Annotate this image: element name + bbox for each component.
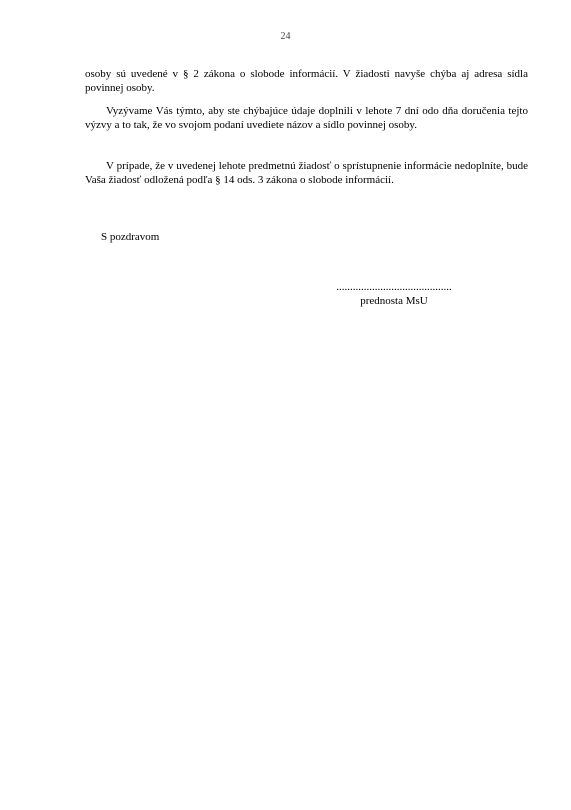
signatory-title: prednosta MsU bbox=[360, 295, 428, 307]
closing-greeting: S pozdravom bbox=[101, 231, 160, 243]
paragraph-missing-address: osoby sú uvedené v § 2 zákona o slobode informácií. V žiadosti navyše chýba aj adresa sídla povinnej osoby. bbox=[85, 68, 528, 94]
paragraph-dismissal-warning: V prípade, že v uvedenej lehote predmetnú žiadosť o sprístupnenie informácie nedoplníte, bude Vaša žiadosť odložená podľa § 14 ods. 3 zákona o slobode informácií. bbox=[85, 160, 528, 186]
page-number: 24 bbox=[280, 31, 291, 42]
signature-line: .......................................... bbox=[336, 281, 452, 293]
signature-block bbox=[330, 281, 458, 308]
paragraph-request-completion: Vyzývame Vás týmto, aby ste chýbajúce údaje doplnili v lehote 7 dní odo dňa doručenia tejto výzvy a to tak, že vo svojom podaní uvediete názov a sídlo povinnej osoby. bbox=[85, 105, 528, 131]
